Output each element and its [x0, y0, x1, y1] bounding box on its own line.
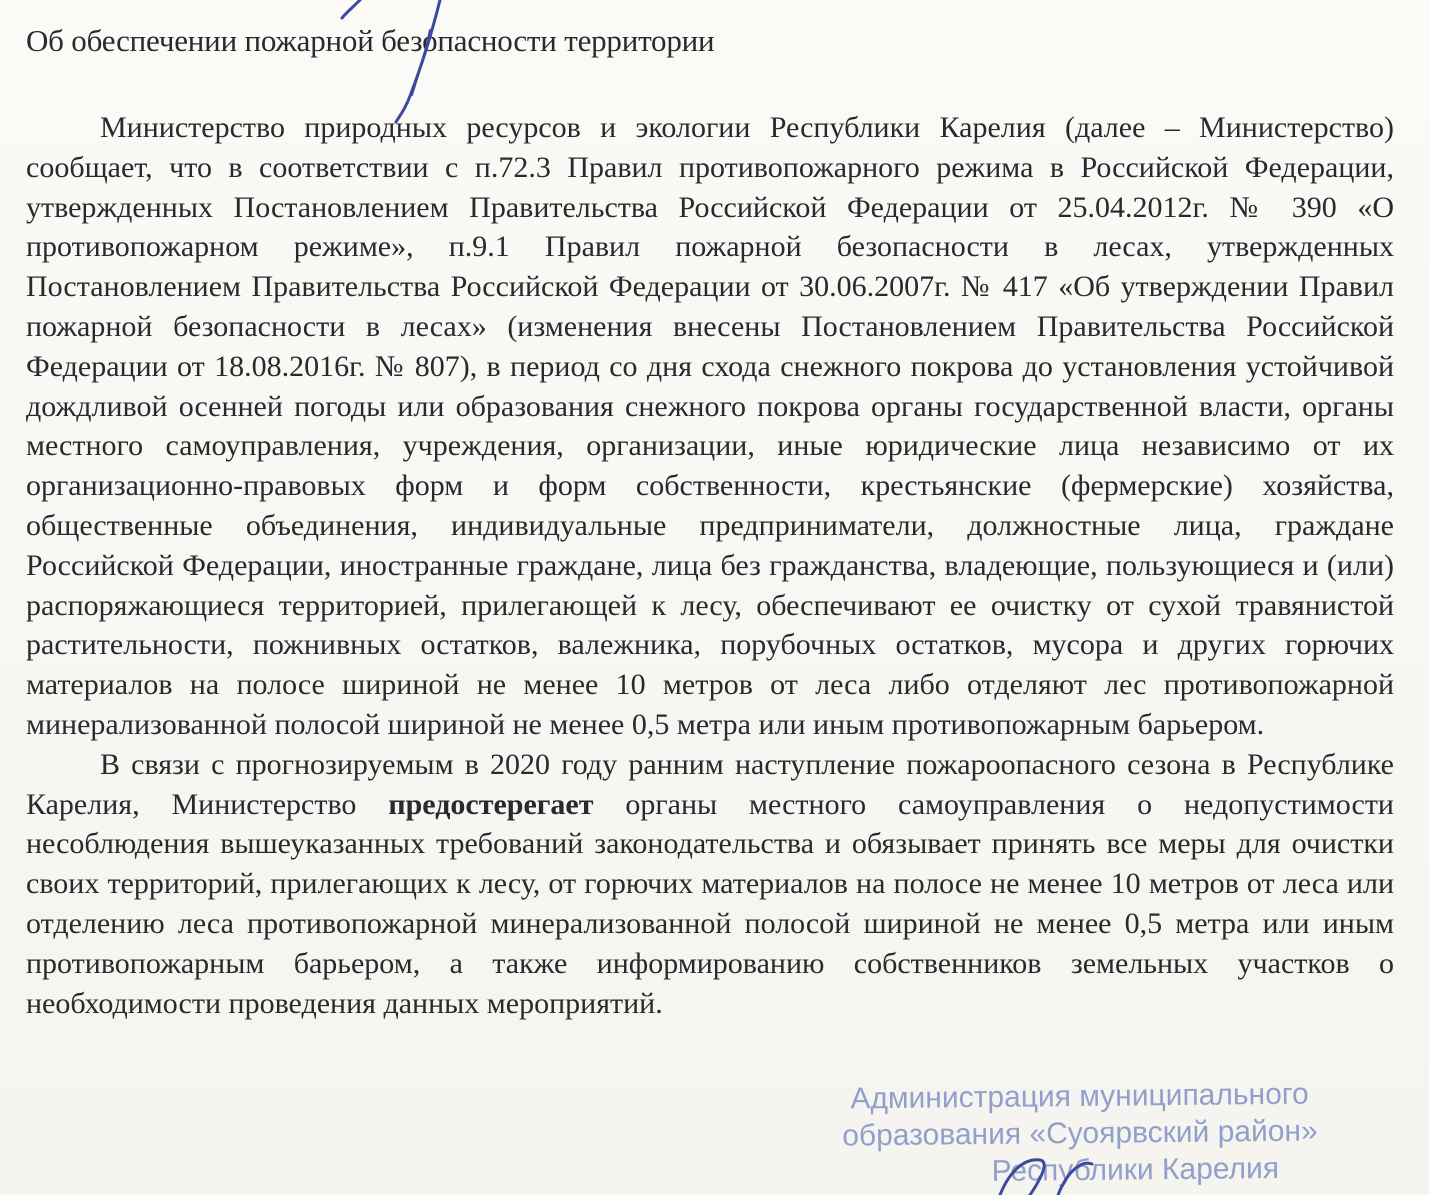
municipal-stamp [799, 1075, 1360, 1195]
stamp-line-2: образования «Суоярвский район» [842, 1114, 1318, 1153]
paragraph-1: Министерство природных ресурсов и экологии Республики Карелия (далее – Министерство) сообщает, что в соответствии с п.72.3 Правил противопожарного режима в Российской Федерации, утвержденных Постановлением Правительства Российской Федерации от 25.04.2012г. № 390 «О противопожарном режиме», п.9.1 Правил пожарной безопасности в лесах, утвержденных Постановлением Правительства Российской Федерации от 30.06.2007г. № 417 «Об утверждении Правил пожарной безопасности в лесах» (изменения внесены Постановлением Правительства Российской Федерации от 18.08.2016г. № 807), в период со дня схода снежного покрова до установления устойчивой дождливой осенней погоды или образования снежного покрова органы государственной власти, органы местного самоуправления, учреждения, организации, иные юридические лица независимо от их организационно-правовых форм и форм собственности, крестьянские (фермерские) хозяйства, общественные объединения, индивидуальные предприниматели, должностные лица, граждане Российской Федерации, иностранные граждане, лица без гражданства, владеющие, пользующиеся и (или) распоряжающиеся территорией, прилегающей к лесу, обеспечивают ее очистку от сухой травянистой растительности, пожнивных остатков, валежника, порубочных остатков, мусора и других горючих материалов на полосе шириной не менее 10 метров от леса либо отделяют лес противопожарной минерализованной полосой шириной не менее 0,5 метра или иным противопожарным барьером. [26, 111, 1394, 741]
paragraph-2-emphasis: предостерегает [388, 787, 594, 821]
document-body [26, 108, 1394, 1023]
paragraph-2-start: В связи с прогнозируемым в 2020 году ранним наступление пожароопасного сезона в Республике Карелия, Министерство [26, 747, 1394, 821]
paragraph-2-end: органы местного самоуправления о недопустимости несоблюдения вышеуказанных требований законодательства и обязывает принять все меры для очистки своих территорий, прилегающих к лесу, от горючих материалов на полосе не менее 10 метров от леса или отделению леса противопожарной минерализованной полосой шириной не менее 0,5 метра или иным противопожарным барьером, а также информированию собственников земельных участков о необходимости проведения данных мероприятий. [26, 787, 1394, 1020]
stamp-line-3: Республики Карелия [991, 1151, 1280, 1188]
stamp-line-1: Администрация муниципального [850, 1077, 1309, 1116]
paragraph-2 [26, 745, 1394, 1024]
signature-stroke-top-left [342, 0, 360, 18]
document-subject: Об обеспечении пожарной безопасности территории [26, 23, 715, 58]
